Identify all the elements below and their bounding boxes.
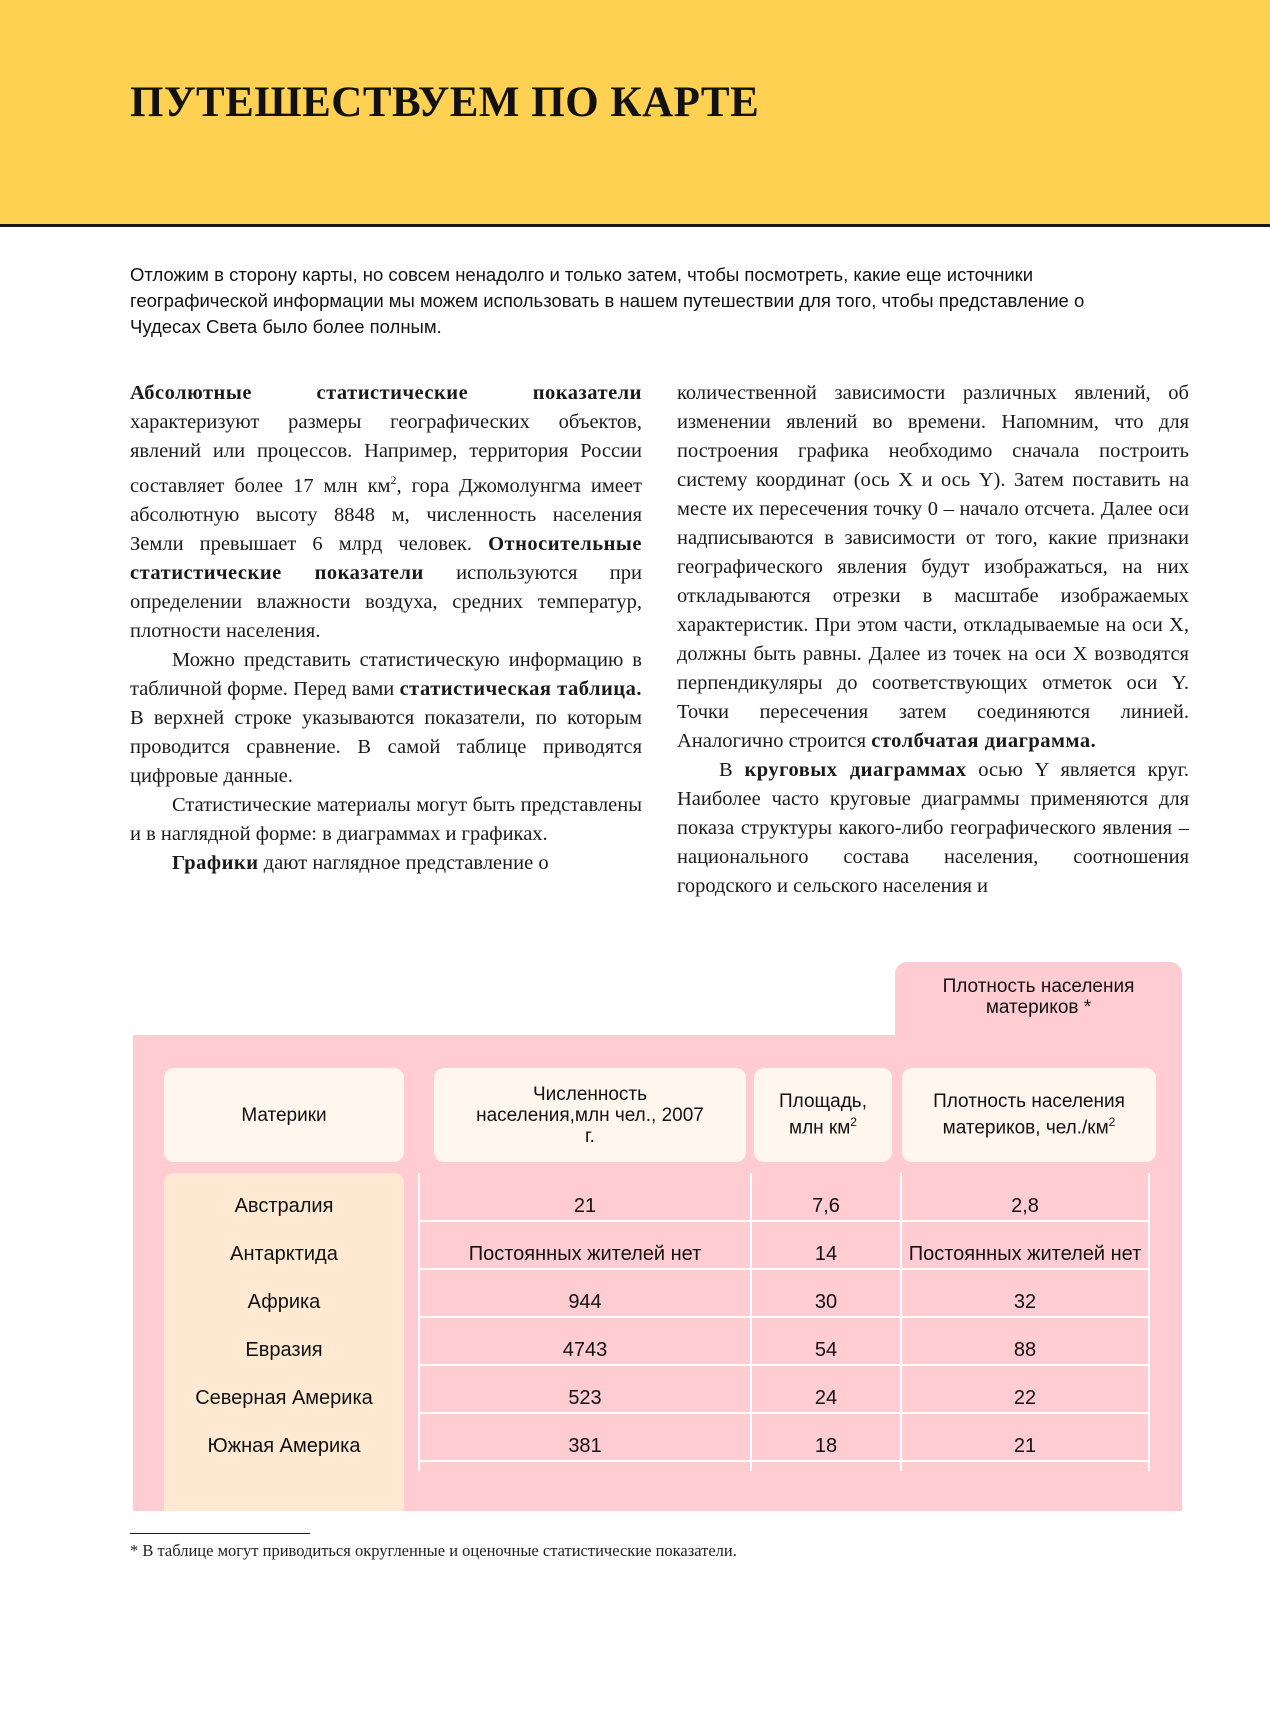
paragraph-text: характеризуют размеры географических объектов, явлений или процессов. Например, территория России составляет более 17 млн км [130,411,642,497]
paragraph-text: количественной зависимости различных явлений, об изменении явлений во времени. Напомним, что для построения графика необходимо сначала построить систему координат (ось X и ось Y). Затем поставить на месте их пересечения точку 0 – начало отсчета. Далее оси надписываются в зависимости от того, какие признаки географического явления будут изображаться, на них откладываются отрезки в масштабе изображаемых характеристик. При этом части, откладываемые на оси X, должны быть равны. Далее из точек на оси X возводятся перпендикуляры до соответствующих отметок оси Y. Точки пересечения затем соединяются линией. Аналогично строится [677,382,1189,752]
body-column-right [677,379,1189,901]
continent-name: Южная Америка [207,1434,361,1457]
term-absolute: Абсолютные статистические показатели [130,382,642,404]
header-label [919,1091,1139,1138]
cell-density: 22 [1013,1386,1037,1409]
cell-area: 14 [814,1242,838,1265]
header-continent [164,1068,404,1162]
cell-density: 32 [1013,1290,1037,1313]
paragraph-pie-charts [677,756,1189,901]
paragraph-graphs [677,379,1189,756]
superscript: 2 [1108,1115,1116,1130]
continent-name: Антарктида [230,1242,338,1265]
cell-density: 88 [1013,1338,1037,1361]
table-title: Плотность населения материков * [942,976,1135,1018]
paragraph-text: В [719,759,745,781]
cell-population: 523 [568,1386,602,1409]
header-label-text: Площадь, млн км [779,1091,867,1139]
paragraph-text: , гора Джомолунгма имеет абсолютную высоту 8848 м, численность населения Земли превышает 6 млрд человек. [130,474,642,555]
paragraph-graphs [130,849,642,878]
footnote: * В таблице могут приводиться округленные и оценочные статистические показатели. [130,1541,737,1560]
cell-population: 21 [573,1194,597,1217]
body-column-left [130,379,642,878]
page-title: ПУТЕШЕСТВУЕМ ПО КАРТЕ [130,79,760,126]
cell-population: 944 [568,1290,602,1313]
header-label-text: Плотность населения материков, чел./км [933,1091,1125,1139]
cell-density: 2,8 [1011,1194,1039,1217]
cell-density: Постоянных жителей нет [908,1242,1142,1265]
cell-area: 30 [814,1290,838,1313]
term-relative: Относительные статистические показатели [130,532,642,584]
header-label [768,1091,878,1138]
header-divider [0,224,1270,227]
cell-density: 21 [1013,1434,1037,1457]
superscript: 2 [390,473,397,487]
paragraph-text: В верхней строке указываются показатели, по которым проводится сравнение. В самой таблице приводятся цифровые данные. [130,706,642,787]
header-area [754,1068,892,1162]
term-graphs: Графики [172,851,259,874]
intro-text: Отложим в сторону карты, но совсем ненадолго и только затем, чтобы посмотреть, какие еще источники географической информации мы можем использовать в нашем путешествии для того, чтобы представление о Чудесах Света было более полным. [130,264,1085,337]
header-density [902,1068,1156,1162]
header-population [434,1068,746,1162]
paragraph-table-form [130,646,642,791]
cell-area: 54 [814,1338,838,1361]
paragraph-text: дают наглядное представление о [258,851,549,874]
term-pie-charts: круговых диаграммах [744,759,967,781]
term-stat-table: статистическая таблица. [399,677,642,700]
continent-name: Африка [247,1290,321,1313]
continent-name: Евразия [245,1338,323,1361]
continent-name: Австралия [234,1194,334,1217]
header-label: Материки [241,1104,327,1126]
cell-population: Постоянных жителей нет [468,1242,702,1265]
cell-area: 24 [814,1386,838,1409]
paragraph-text: Можно представить статистическую информацию в табличной форме. Перед вами [130,648,642,700]
paragraph-absolute-indicators [130,379,642,646]
cell-population: 4743 [562,1338,608,1361]
header-label: Численность населения,млн чел., 2007 г. [476,1083,704,1147]
cell-population: 381 [568,1434,602,1457]
superscript: 2 [850,1115,857,1130]
continent-name: Северная Америка [195,1386,373,1409]
grid-line [1148,1173,1150,1471]
term-bar-chart: столбчатая диаграмма. [871,730,1097,752]
paragraph-visual-form: Статистические материалы могут быть представлены и в наглядной форме: в диаграммах и графиках. [130,793,642,845]
cell-area: 18 [814,1434,838,1457]
cell-area: 7,6 [812,1194,840,1217]
paragraph-text: используются при определении влажности воздуха, средних температур, плотности населения. [130,561,642,642]
footnote-rule [130,1533,310,1534]
paragraph-text: осью Y является круг. Наиболее часто круговые диаграммы применяются для показа структуры какого-либо географического явления – национального состава населения, соотношения городского и сельского населения и [677,759,1189,897]
